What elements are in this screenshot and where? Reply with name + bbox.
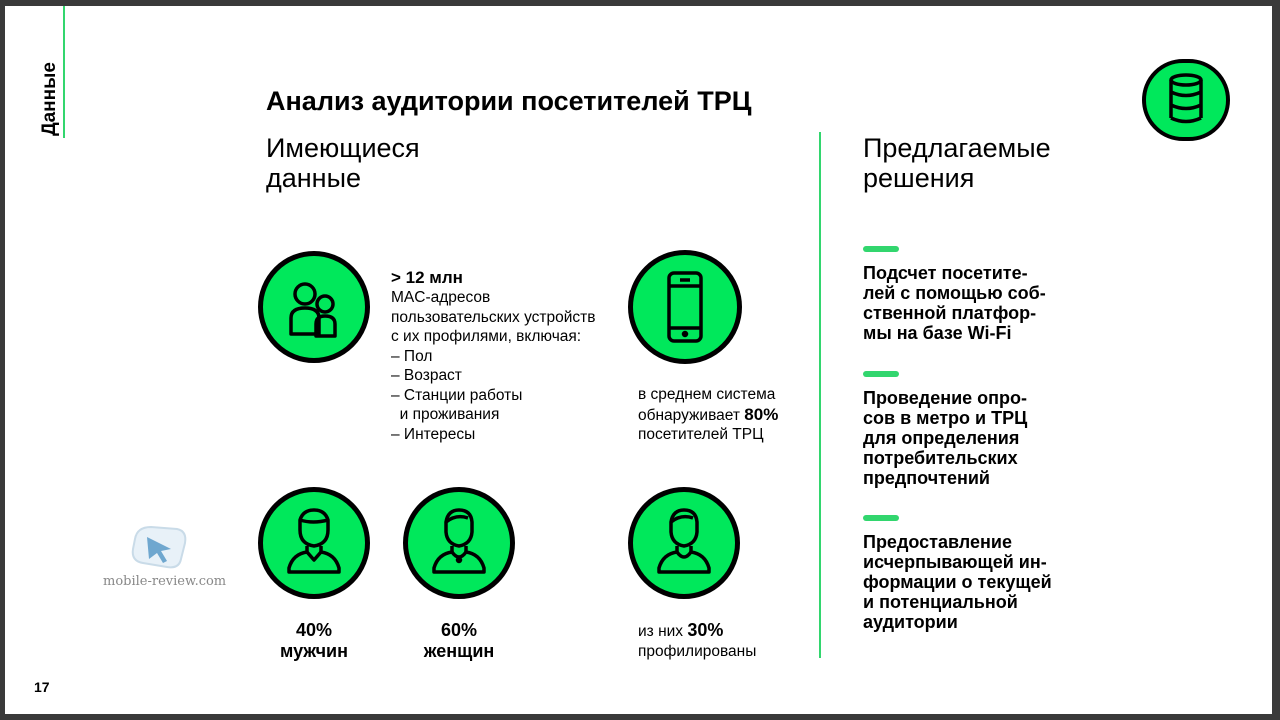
men-stat: 40% мужчин bbox=[279, 620, 348, 661]
solution-item: Подсчет посетите- лей с помощью соб- ственной платфор- мы на базе Wi-Fi bbox=[863, 263, 1046, 343]
detection-text: в среднем система обнаруживает 80% посетителей ТРЦ bbox=[638, 386, 779, 443]
woman-icon bbox=[403, 487, 515, 599]
page-number: 17 bbox=[34, 679, 50, 695]
right-heading: Предлагаемые решения bbox=[863, 133, 1051, 193]
left-heading: Имеющиеся данные bbox=[266, 133, 420, 193]
man-icon bbox=[258, 487, 370, 599]
profile-icon bbox=[628, 487, 740, 599]
slide bbox=[5, 6, 1272, 714]
solution-marker bbox=[863, 371, 899, 377]
women-stat: 60% женщин bbox=[423, 620, 495, 661]
solution-item: Проведение опро- сов в метро и ТРЦ для определения потребительских предпочтений bbox=[863, 388, 1028, 488]
watermark-logo-icon bbox=[129, 521, 189, 573]
group-icon bbox=[258, 251, 370, 363]
smartphone-icon bbox=[628, 250, 742, 364]
mac-addresses-text: > 12 млн MAC-адресов пользовательских устройств с их профилями, включая: – Пол – Возраст – Станции работы и проживания – Интересы bbox=[391, 268, 596, 443]
solution-marker bbox=[863, 515, 899, 521]
solution-item: Предоставление исчерпывающей ин- формации о текущей и потенциальной аудитории bbox=[863, 532, 1052, 632]
slide-title: Анализ аудитории посетителей ТРЦ bbox=[266, 86, 752, 116]
column-divider bbox=[819, 132, 821, 658]
section-divider bbox=[63, 6, 65, 138]
profiled-stat: из них 30% профилированы bbox=[638, 620, 757, 660]
section-label: Данные bbox=[39, 62, 60, 136]
database-icon bbox=[1142, 59, 1230, 141]
watermark-text: mobile-review.com bbox=[103, 574, 227, 589]
solution-marker bbox=[863, 246, 899, 252]
